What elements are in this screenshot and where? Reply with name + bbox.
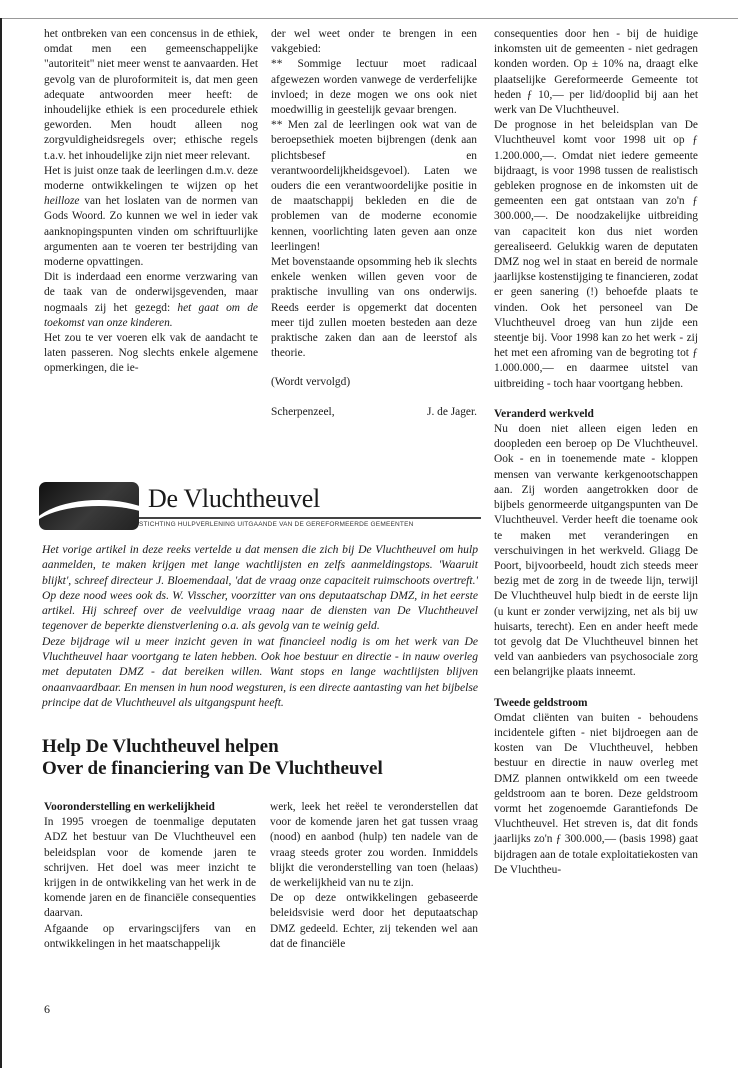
col3-paragraph-4: Omdat cliënten van buiten - behoudens incidentele giften - niet bijdroegen aan de kosten van De Vluchtheuvel, hebben bestuur en directie in nauw overleg met DMZ plannen ontwikkeld om een tweede geldstroom aan te boren. Deze geldstroom vormt het zogenoemde Garantiefonds De Vluchtheuvel. Het streven is, dat dit fonds jaarlijks zo'n ƒ 300.000,— (basis 1998) gaat bijdragen aan de totale exploitatiekosten van De Vluchtheu- [494, 711, 698, 876]
heading-veranderd-werkveld: Veranderd werkveld [494, 407, 594, 420]
col3-paragraph-2: De prognose in het beleidsplan van De Vluchtheuvel komt voor 1998 uit op ƒ 1.200.000,—. Omdat niet iedere gemeente bijdraagt, is voor 1998 tussen de realistisch gebleken prognose en de inkomsten uit de gemeenten een gat ontstaan van zo'n ƒ 300.000,—. De noodzakelijke uitbreiding van capaciteit kon dus niet worden gerealiseerd. Gelukkig waren de deputaten DMZ nog wel in staat en bereid de normale jaarlijkse kostenstijging te financieren, zodat er geen sanering (!) behoefde plaats te vinden. Ook het personeel van De Vluchtheuvel droeg van hun zijde een steentje bij. Voor 1998 kan zo het werk - zij het met een afroming van de begroting tot ƒ 1.000.000,— en daarmee uitstel van uitbreiding - toch haar voortgang hebben. [494, 119, 699, 390]
signature [271, 405, 477, 420]
col3-paragraph-1: consequenties door hen - bij de huidige inkomsten uit de gemeenten - niet gedragen konden worden. Op ± 10% na, draagt elke plaatselijke Gereformeerde Gemeente tot heden ƒ 10,— per lid/dooplid bij aan het werk van De Vluchtheuvel. [494, 28, 698, 117]
intro-paragraph-1: Het vorige artikel in deze reeks vertelde u dat mensen die zich bij De Vluchtheuvel om hulp aanmelden, te maken krijgen met lange wachtlijsten en zelfs aanmeldingstops. 'Waaruit blijkt', schreef directeur J. Bloemendaal, 'dat de vraag onze capaciteit ruimschoots overtreft.' Op deze nood wees ook ds. W. Visscher, voorzitter van ons deputaatschap DMZ, in het eerste artikel. Hij schreef over de veelvuldige vraag naar de diensten van De Vluchtheuvel tegenover de beperkte dienstverlening o.a. als gevolg van te weinig geld. [42, 543, 478, 633]
col1-paragraph-2: Het is juist onze taak de leerlingen d.m.v. deze moderne ontwikkelingen te wijzen op het heilloze van het loslaten van de normen van Gods Woord. Zo kunnen we wel in ieder vak aanknopingspunten vinden om schriftuurlijke argumenten aan te voeren ter bestrijding van moderne opvattingen. [44, 164, 258, 269]
bcol2-paragraph-1: werk, leek het reëel te veronderstellen dat voor de komende jaren het gat tussen vraag (nood) en aanbod (hulp) ten nadele van de vraag steeds groter zou worden. Inmiddels blijkt die veronderstelling van toen (helaas) de werkelijkheid van nu te zijn. [270, 801, 478, 890]
article-column-3 [494, 27, 698, 878]
logo-title: De Vluchtheuvel [148, 484, 320, 513]
intro-paragraph-2: Deze bijdrage wil u meer inzicht geven in wat financieel nodig is om het werk van De Vluchtheuvel haar voortgang te laten hebben. Ook hoe bestuur en directie - in nauw overleg met deputaten DMZ - dat bereiken willen. Want stops en lange wachtlijsten blijven onaanvaardbaar. En mensen in hun nood wegsturen, is een directe aantasting van het bijbelse principe dat de Vluchtheuvel als uitgangspunt heeft. [42, 634, 478, 709]
col2-paragraph-2: ** Sommige lectuur moet radicaal afgewezen worden vanwege de verderfelijke invloed; in deze mogen we ons ook niet moedwillig in geestelijk gevaar brengen. [271, 58, 477, 117]
vluchtheuvel-logo [39, 482, 139, 530]
bcol1-paragraph-1: In 1995 vroegen de toenmalige deputaten ADZ het bestuur van De Vluchtheuvel een beleidsplan voor de komende jaren te schrijven. Het doel was meer inzicht te krijgen in de ontwikkeling van het werk in de komende jaren en de financiële consequenties daarvan. [44, 816, 256, 920]
col2-paragraph-4: Met bovenstaande opsomming heb ik slechts enkele wenken willen geven voor de praktische invulling van ons onderwijs. Reeds eerder is opgemerkt dat docenten meer tijd zullen moeten besteden aan deze praktische zaken dan aan de leerstof als theorie. [271, 256, 477, 360]
signature-name: J. de Jager. [427, 405, 477, 418]
bcol1-paragraph-2: Afgaande op ervaringscijfers van en ontwikkelingen in het maatschappelijk [44, 922, 256, 950]
continued-note: (Wordt vervolgd) [271, 376, 351, 389]
logo-rule [139, 517, 481, 519]
headline-line-1: Help De Vluchtheuvel helpen [42, 736, 279, 757]
bcol2-paragraph-2: De op deze ontwikkelingen gebaseerde beleidsvisie werd door het deputaatschap DMZ gedeeld. Echter, zij tekenden wel aan dat de financiële [270, 892, 478, 950]
col1-paragraph-1: het ontbreken van een concensus in de ethiek, omdat men een gemeenschappelijke "autoriteit" niet meer wenst te aanvaarden. Het gevolg van de pluroformiteit is, dat men geen adequate antwoorden meer heeft: de inhoudelijke ethiek is een procedurele ethiek geworden. Men houdt alleen nog zorgvuldigheidsregels over; ethische regels t.a.v. het inhoudelijke zijn niet meer relevant. [44, 28, 258, 162]
page-number: 6 [44, 1002, 50, 1016]
article-bottom-column-1 [44, 800, 256, 952]
headline-line-2: Over de financiering van De Vluchtheuvel [42, 758, 383, 779]
col1-paragraph-4: Het zou te ver voeren elk vak de aandacht te laten passeren. Nog slechts enkele algemene opmerkingen, die ie- [44, 332, 258, 375]
article-headline [42, 736, 482, 780]
logo-subtitle: STICHTING HULPVERLENING UITGAANDE VAN DE GEREFORMEERDE GEMEENTEN [139, 521, 414, 528]
heading-tweede-geldstroom: Tweede geldstroom [494, 696, 588, 709]
page-top-border [0, 18, 738, 19]
page-left-border [0, 18, 2, 1068]
col1-paragraph-3: Dit is inderdaad een enorme verzwaring van de taak van de onderwijsgevenden, maar nogmaals zij het gezegd: het gaat om de toekomst van onze kinderen. [44, 271, 258, 329]
col2-paragraph-3: ** Men zal de leerlingen ook wat van de beroepsethiek moeten bijbrengen (denk aan plichtsbesef en verantwoordelijkheidsgevoel). Laten we ouders die een verantwoordelijke positie in de maatschappij bekleden en die de problemen van de moderne economie kennen, voorlichting laten geven aan onze leerlingen! [271, 119, 477, 253]
article-bottom-column-2 [270, 800, 478, 952]
signature-place: Scherpenzeel, [271, 405, 335, 418]
col3-paragraph-3: Nu doen niet alleen eigen leden en doopleden een beroep op De Vluchtheuvel. Ook - en in toenemende mate - kloppen mensen van verwante kerkgenootschappen aan. Zij worden aangetrokken door de bijbels genormeerde uitgangspunten van De Vluchtheuvel. Verder heeft die toename ook te maken met veranderingen en verschuivingen in het werkveld. Gliagg De Poort, bijvoorbeeld, houdt zich steeds meer bezig met de zorg in de tweede lijn, terwijl De Vluchtheuvel hulp biedt in de eerste lijn (u kunt er zonder verwijzing, net als bij uw huisarts, terecht). Een en ander heeft mede tot gevolg dat De Vluchtheuvel binnen het veld van aanbieders van psychosociale zorg een belangrijke plaats inneemt. [494, 423, 698, 679]
article-column-2 [271, 27, 477, 420]
heading-vooronderstelling: Vooronderstelling en werkelijkheid [44, 801, 215, 813]
article-column-1 [44, 27, 258, 377]
article-intro [42, 542, 478, 710]
col2-paragraph-1: der wel weet onder te brengen in een vakgebied: [271, 28, 477, 56]
